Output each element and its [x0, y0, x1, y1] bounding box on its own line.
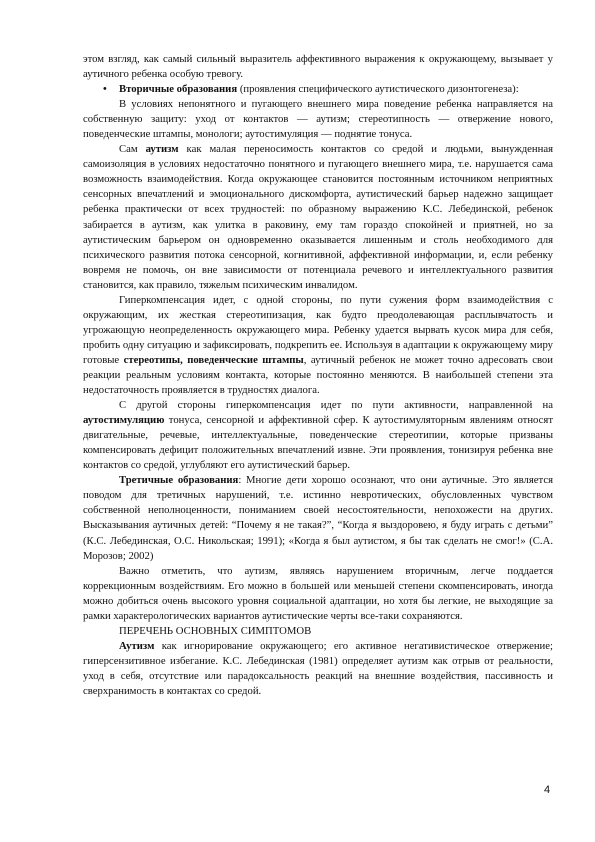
term-tertiary-formations: Третичные образования — [119, 474, 239, 487]
bullet-secondary-formations — [83, 82, 553, 97]
paragraph-autism-text: как малая переносимость контактов со средой и людьми, вынужденная самоизоляция в условиях недостаточно понятного и пугающего внешнего мира, т.е. нарушается сама возможность взаимодействия. Когда окружающее становится постоянным источником неприятных сенсорных впечатлений и эмоционального дискомфорта, аутистический барьер надежно защищает ребенка практически от всех трудностей: по образному выражению К.С. Лебединской, ребенок забирается в аутизм, как улитка в раковину, ему там гораздо спокойней и приятней, но за аутистическим барьером он одновременно оказывается лишенным и столь необходимого для психического развития потока сенсорной, когнитивной, аффективной информации, и, если ребенку вовремя не помочь, он вне зависимости от потенциала речевого и интеллектуального развития становится, как правило, тяжелым психическим инвалидом. — [83, 143, 553, 291]
paragraph-important-note — [83, 564, 553, 624]
paragraph-intro-text: этом взгляд, как самый сильный выразитель аффективного выражения к окружающему, вызывает у аутичного ребенка особую тревогу. — [83, 53, 553, 81]
term-autism: аутизм — [145, 143, 179, 156]
page-number: 4 — [544, 784, 551, 796]
paragraph-symptoms-autism-text: как игнорирование окружающего; его активное негативистическое отвержение; гиперсензитивное избегание. К.С. Лебединская (1981) определяет аутизм как отрыв от реальности, уход в себя, отсутствие или парадоксальность реакций на внешние воздействия, пассивность и сверхранимость в контактах со средой. — [83, 639, 553, 697]
term-secondary-formations: Вторичные образования — [119, 83, 238, 96]
paragraph-tertiary — [83, 473, 553, 563]
paragraph-intro — [83, 52, 553, 82]
paragraph-hypercompensation — [83, 293, 553, 398]
paragraph-autostimulation-text-b: тонуса, сенсорной и аффективной сфер. К аутостимуляторным явлениям относят двигательные, речевые, интеллектуальные, поведенческие стереотипии, которые призваны компенсировать дефицит положительных впечатлений извне. Эти проявления, тонизируя ребенка вне контактов со средой, углубляют его аутистический барьер. — [83, 414, 553, 472]
paragraph-symptoms-autism — [83, 639, 553, 699]
paragraph-tertiary-text: : Многие дети хорошо осознают, что они аутичные. Это является поводом для третичных нарушений, т.е. истинно невротических, обусловленных чувством собственной неполноценности, пониманием своей несостоятельности, непохожести на других. Высказывания аутичных детей: “Почему я не такая?”, “Когда я выздоровею, я буду играть с детьми” (К.С. Лебединская, О.С. Никольская; 1991); «Когда я был аутистом, я бы так сделать не смог!» (С.А. Морозов; 2002) — [83, 474, 553, 562]
bullet-text: (проявления специфического аутистического дизонтогенеза): — [237, 83, 519, 96]
paragraph-defense-text: В условиях непонятного и пугающего внешнего мира поведение ребенка направляется на собственную защиту: уход от контактов — аутизм; стереотипность — отвержение нового, поведенческие штампы, монологи; аутостимуляция — поднятие тонуса. — [83, 98, 553, 141]
term-stereotypes: стереотипы, поведенческие штампы — [123, 353, 304, 366]
bullet-icon: • — [103, 83, 107, 96]
text-body — [83, 52, 553, 699]
paragraph-autostimulation — [83, 398, 553, 473]
section-heading-text: ПЕРЕЧЕНЬ ОСНОВНЫХ СИМПТОМОВ — [119, 624, 312, 637]
term-autostimulation: аутостимуляцию — [83, 414, 165, 427]
paragraph-autism — [83, 142, 553, 292]
paragraph-defense — [83, 97, 553, 142]
paragraph-autostimulation-text-a: С другой стороны гиперкомпенсация идет по пути активности, направленной на — [119, 399, 553, 412]
paragraph-autism-lead: Сам — [119, 143, 146, 156]
paragraph-hypercompensation-text-b: , аутичный ребенок не может точно адресовать свои реакции реальным условиям контакта, которые постоянно меняются. В наибольшей степени эта недостаточность проявляется в трудностях диалога. — [83, 353, 553, 397]
term-autism-symptom: Аутизм — [119, 639, 155, 652]
section-heading — [83, 624, 553, 639]
paragraph-hypercompensation-text-a: Гиперкомпенсация идет, с одной стороны, по пути сужения форм взаимодействия с окружающим, их жесткая стереотипизация, как будто преодолевающая расплывчатость и угрожающую неопределенность окружающего мира. Ребенку удается вырвать кусок мира для себя, пробить одну ситуацию и зафиксировать, подкрепить ее. Используя в адаптации к окружающему миру готовые — [83, 293, 553, 366]
paragraph-important-note-text: Важно отметить, что аутизм, являясь нарушением вторичным, легче поддается коррекционным воздействиям. Его можно в большей или меньшей степени скомпенсировать, иногда можно добиться очень высокого уровня социальной адаптации, но хотя бы легкие, не выходящие за рамки характерологических вариантов аутистические черты все-таки сохраняются. — [83, 564, 553, 622]
